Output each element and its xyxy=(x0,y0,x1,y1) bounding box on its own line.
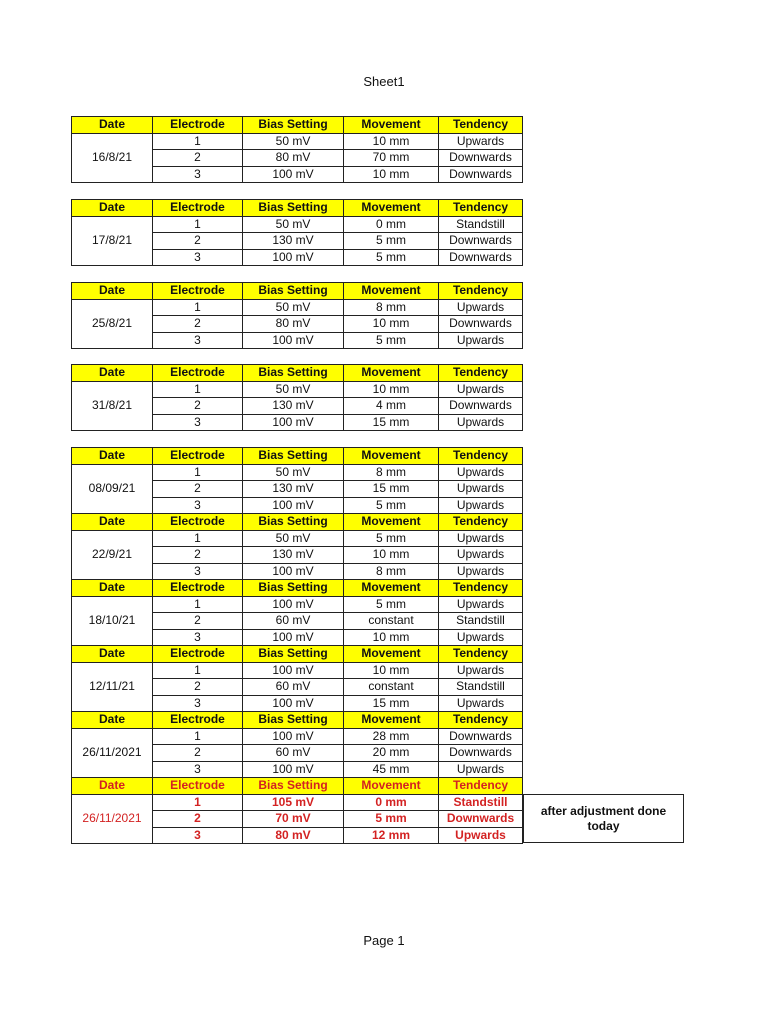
header-row xyxy=(72,514,523,531)
data-table xyxy=(71,282,523,349)
date-cell: 25/8/21 xyxy=(72,299,153,349)
table-cell: 100 mV xyxy=(243,497,344,514)
header-row xyxy=(72,448,523,465)
table-cell: 3 xyxy=(153,166,243,183)
header-cell: Tendency xyxy=(439,365,523,382)
table-cell: 1 xyxy=(153,464,243,481)
table-cell: 3 xyxy=(153,497,243,514)
table-cell: Downwards xyxy=(439,728,523,745)
sheet-title: Sheet1 xyxy=(363,74,405,89)
header-cell: Date xyxy=(72,200,153,217)
data-table xyxy=(71,199,523,266)
table-cell: 105 mV xyxy=(243,794,344,811)
header-cell: Movement xyxy=(344,646,439,663)
header-row xyxy=(72,200,523,217)
table-cell: 5 mm xyxy=(344,332,439,349)
table-cell: Upwards xyxy=(439,662,523,679)
table-cell: Upwards xyxy=(439,596,523,613)
header-cell: Tendency xyxy=(439,283,523,300)
date-cell: 16/8/21 xyxy=(72,133,153,183)
date-cell: 31/8/21 xyxy=(72,381,153,431)
table-cell: Upwards xyxy=(439,332,523,349)
table-cell: 0 mm xyxy=(344,216,439,233)
header-cell: Tendency xyxy=(439,200,523,217)
table-cell: 4 mm xyxy=(344,398,439,415)
table-cell: Downwards xyxy=(439,811,523,828)
table-row xyxy=(72,596,523,613)
table-cell: 5 mm xyxy=(344,596,439,613)
header-row xyxy=(72,283,523,300)
table-cell: 2 xyxy=(153,547,243,564)
header-cell: Bias Setting xyxy=(243,712,344,729)
header-cell: Tendency xyxy=(439,580,523,597)
date-cell: 17/8/21 xyxy=(72,216,153,266)
header-cell: Tendency xyxy=(439,448,523,465)
table-cell: 10 mm xyxy=(344,316,439,333)
table-cell: 3 xyxy=(153,414,243,431)
table-cell: 3 xyxy=(153,563,243,580)
header-cell: Electrode xyxy=(153,365,243,382)
table-cell: 10 mm xyxy=(344,547,439,564)
table-cell: 2 xyxy=(153,150,243,167)
table-cell: Upwards xyxy=(439,133,523,150)
table-cell: constant xyxy=(344,679,439,696)
table-cell: Downwards xyxy=(439,398,523,415)
data-table xyxy=(71,447,523,844)
table-cell: 15 mm xyxy=(344,414,439,431)
header-cell: Date xyxy=(72,646,153,663)
table-cell: 8 mm xyxy=(344,299,439,316)
table-cell: Upwards xyxy=(439,547,523,564)
table-cell: Upwards xyxy=(439,629,523,646)
header-cell: Tendency xyxy=(439,712,523,729)
data-table xyxy=(71,364,523,431)
table-cell: 1 xyxy=(153,728,243,745)
header-cell: Electrode xyxy=(153,283,243,300)
table-row xyxy=(72,381,523,398)
table-cell: 2 xyxy=(153,398,243,415)
table-cell: 10 mm xyxy=(344,381,439,398)
header-cell: Bias Setting xyxy=(243,117,344,134)
data-table xyxy=(71,116,523,183)
page-footer: Page 1 xyxy=(363,933,405,948)
table-cell: Upwards xyxy=(439,563,523,580)
table-cell: 100 mV xyxy=(243,414,344,431)
header-cell: Date xyxy=(72,514,153,531)
header-row xyxy=(72,646,523,663)
header-cell: Movement xyxy=(344,365,439,382)
table-cell: 100 mV xyxy=(243,629,344,646)
table-cell: 1 xyxy=(153,662,243,679)
table-cell: 1 xyxy=(153,299,243,316)
table-cell: 15 mm xyxy=(344,481,439,498)
date-cell: 12/11/21 xyxy=(72,662,153,712)
header-cell: Bias Setting xyxy=(243,778,344,795)
header-cell: Tendency xyxy=(439,646,523,663)
table-cell: 20 mm xyxy=(344,745,439,762)
header-cell: Movement xyxy=(344,514,439,531)
header-cell: Bias Setting xyxy=(243,514,344,531)
header-cell: Date xyxy=(72,283,153,300)
table-cell: 5 mm xyxy=(344,811,439,828)
table-cell: Downwards xyxy=(439,166,523,183)
header-cell: Movement xyxy=(344,778,439,795)
table-cell: 2 xyxy=(153,481,243,498)
table-cell: 130 mV xyxy=(243,233,344,250)
header-row xyxy=(72,580,523,597)
table-cell: 1 xyxy=(153,381,243,398)
table-row xyxy=(72,133,523,150)
table-cell: Upwards xyxy=(439,464,523,481)
table-cell: 10 mm xyxy=(344,133,439,150)
header-cell: Movement xyxy=(344,712,439,729)
table-row xyxy=(72,216,523,233)
table-cell: 100 mV xyxy=(243,249,344,266)
table-cell: 3 xyxy=(153,761,243,778)
header-cell: Tendency xyxy=(439,117,523,134)
date-cell: 22/9/21 xyxy=(72,530,153,580)
header-cell: Movement xyxy=(344,117,439,134)
table-cell: 10 mm xyxy=(344,166,439,183)
adjustment-note: after adjustment done today xyxy=(523,794,684,843)
table-cell: 50 mV xyxy=(243,381,344,398)
header-cell: Bias Setting xyxy=(243,448,344,465)
header-cell: Date xyxy=(72,117,153,134)
table-cell: 70 mV xyxy=(243,811,344,828)
table-cell: 100 mV xyxy=(243,596,344,613)
table-cell: 45 mm xyxy=(344,761,439,778)
table-cell: 10 mm xyxy=(344,662,439,679)
header-cell: Electrode xyxy=(153,778,243,795)
table-cell: 3 xyxy=(153,249,243,266)
table-cell: Downwards xyxy=(439,249,523,266)
table-cell: Upwards xyxy=(439,530,523,547)
header-cell: Tendency xyxy=(439,514,523,531)
table-cell: 70 mm xyxy=(344,150,439,167)
header-cell: Date xyxy=(72,365,153,382)
table-cell: 12 mm xyxy=(344,827,439,844)
table-cell: 100 mV xyxy=(243,166,344,183)
table-cell: Upwards xyxy=(439,827,523,844)
header-cell: Electrode xyxy=(153,200,243,217)
header-row xyxy=(72,365,523,382)
header-cell: Date xyxy=(72,448,153,465)
header-cell: Movement xyxy=(344,448,439,465)
table-cell: 60 mV xyxy=(243,613,344,630)
table-cell: 60 mV xyxy=(243,679,344,696)
header-row xyxy=(72,778,523,795)
table-cell: 100 mV xyxy=(243,695,344,712)
header-cell: Bias Setting xyxy=(243,200,344,217)
table-cell: 2 xyxy=(153,745,243,762)
table-cell: 0 mm xyxy=(344,794,439,811)
table-cell: 130 mV xyxy=(243,547,344,564)
table-cell: 130 mV xyxy=(243,481,344,498)
date-cell: 18/10/21 xyxy=(72,596,153,646)
table-cell: 50 mV xyxy=(243,216,344,233)
header-row xyxy=(72,712,523,729)
header-cell: Bias Setting xyxy=(243,580,344,597)
table-cell: Upwards xyxy=(439,695,523,712)
header-cell: Electrode xyxy=(153,448,243,465)
table-cell: 1 xyxy=(153,596,243,613)
table-row xyxy=(72,464,523,481)
table-cell: 3 xyxy=(153,332,243,349)
table-cell: 80 mV xyxy=(243,316,344,333)
header-cell: Date xyxy=(72,712,153,729)
table-cell: 5 mm xyxy=(344,233,439,250)
header-cell: Bias Setting xyxy=(243,365,344,382)
table-row xyxy=(72,728,523,745)
table-cell: 5 mm xyxy=(344,249,439,266)
date-cell: 26/11/2021 xyxy=(72,794,153,844)
table-cell: 2 xyxy=(153,679,243,696)
table-cell: 2 xyxy=(153,811,243,828)
table-cell: 130 mV xyxy=(243,398,344,415)
table-cell: 100 mV xyxy=(243,662,344,679)
header-cell: Bias Setting xyxy=(243,646,344,663)
table-cell: 50 mV xyxy=(243,133,344,150)
table-cell: Standstill xyxy=(439,613,523,630)
table-cell: Standstill xyxy=(439,679,523,696)
header-cell: Date xyxy=(72,580,153,597)
table-cell: 50 mV xyxy=(243,464,344,481)
table-cell: 3 xyxy=(153,827,243,844)
header-cell: Bias Setting xyxy=(243,283,344,300)
header-cell: Electrode xyxy=(153,712,243,729)
table-cell: 100 mV xyxy=(243,728,344,745)
table-cell: 28 mm xyxy=(344,728,439,745)
table-cell: 1 xyxy=(153,530,243,547)
header-cell: Electrode xyxy=(153,580,243,597)
table-row xyxy=(72,299,523,316)
table-cell: 2 xyxy=(153,613,243,630)
table-cell: 50 mV xyxy=(243,299,344,316)
table-cell: Standstill xyxy=(439,794,523,811)
table-cell: 8 mm xyxy=(344,464,439,481)
header-cell: Electrode xyxy=(153,117,243,134)
table-cell: Upwards xyxy=(439,761,523,778)
table-cell: 1 xyxy=(153,794,243,811)
header-cell: Movement xyxy=(344,200,439,217)
table-row xyxy=(72,530,523,547)
header-cell: Electrode xyxy=(153,514,243,531)
table-cell: Upwards xyxy=(439,497,523,514)
table-cell: 80 mV xyxy=(243,827,344,844)
table-row xyxy=(72,794,523,811)
table-cell: Upwards xyxy=(439,381,523,398)
table-cell: 8 mm xyxy=(344,563,439,580)
table-cell: 3 xyxy=(153,629,243,646)
table-cell: Upwards xyxy=(439,299,523,316)
header-cell: Movement xyxy=(344,580,439,597)
table-cell: 80 mV xyxy=(243,150,344,167)
table-cell: 5 mm xyxy=(344,530,439,547)
table-cell: 2 xyxy=(153,316,243,333)
table-cell: Downwards xyxy=(439,150,523,167)
table-cell: Downwards xyxy=(439,233,523,250)
table-cell: 2 xyxy=(153,233,243,250)
table-cell: Downwards xyxy=(439,316,523,333)
table-cell: 50 mV xyxy=(243,530,344,547)
table-cell: Standstill xyxy=(439,216,523,233)
table-cell: Upwards xyxy=(439,481,523,498)
header-cell: Date xyxy=(72,778,153,795)
date-cell: 26/11/2021 xyxy=(72,728,153,778)
table-cell: Upwards xyxy=(439,414,523,431)
table-cell: 100 mV xyxy=(243,761,344,778)
table-row xyxy=(72,662,523,679)
table-cell: 3 xyxy=(153,695,243,712)
table-cell: 100 mV xyxy=(243,563,344,580)
table-cell: 100 mV xyxy=(243,332,344,349)
table-cell: 15 mm xyxy=(344,695,439,712)
table-cell: 10 mm xyxy=(344,629,439,646)
table-cell: constant xyxy=(344,613,439,630)
header-cell: Electrode xyxy=(153,646,243,663)
table-cell: 1 xyxy=(153,133,243,150)
date-cell: 08/09/21 xyxy=(72,464,153,514)
header-cell: Tendency xyxy=(439,778,523,795)
table-cell: 1 xyxy=(153,216,243,233)
table-cell: Downwards xyxy=(439,745,523,762)
table-cell: 5 mm xyxy=(344,497,439,514)
header-row xyxy=(72,117,523,134)
header-cell: Movement xyxy=(344,283,439,300)
table-cell: 60 mV xyxy=(243,745,344,762)
